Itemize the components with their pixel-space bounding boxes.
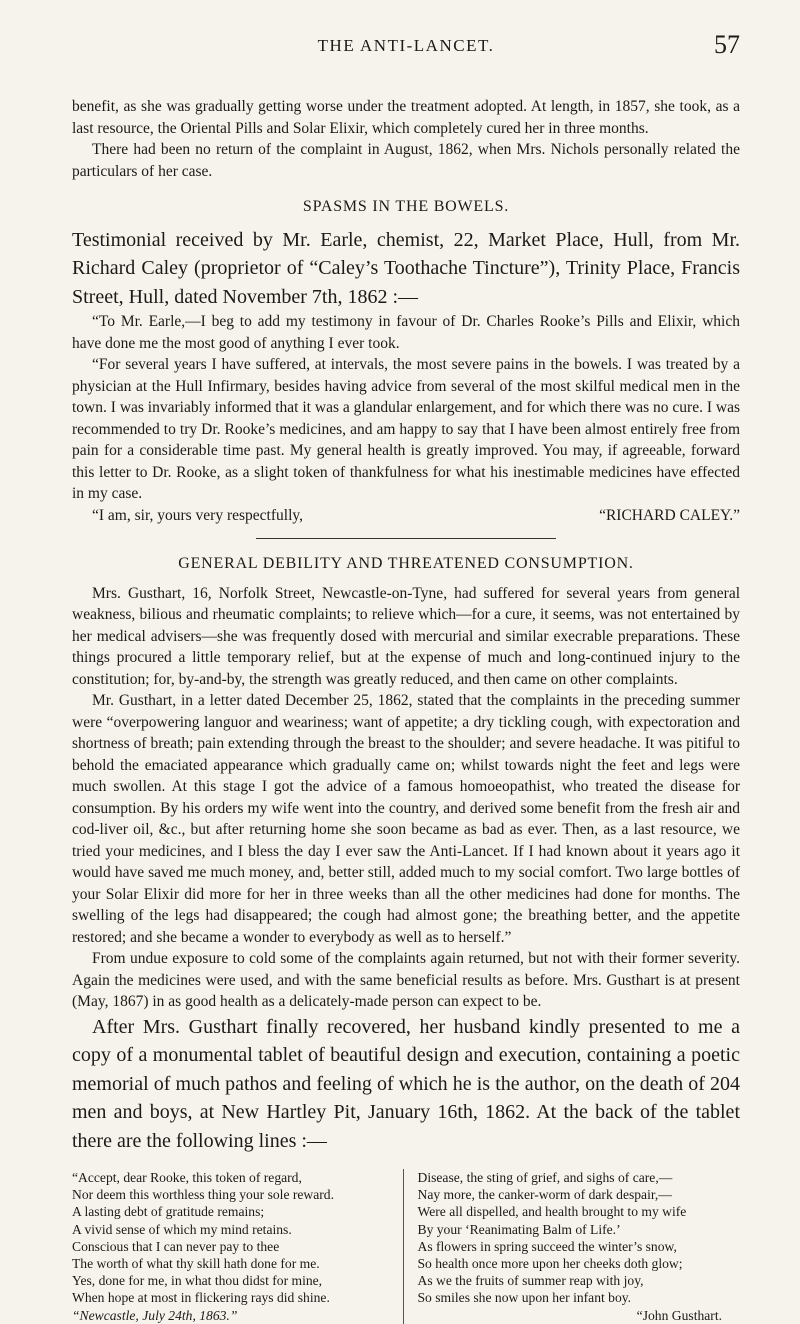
- poem-line: Nor deem this worthless thing your sole reward.: [72, 1187, 335, 1203]
- poem-line: Yes, done for me, in what thou didst for mine,: [72, 1273, 323, 1289]
- poem-left-column: [72, 1169, 404, 1324]
- paragraph: There had been no return of the complaint in August, 1862, when Mrs. Nichols personally related the particulars of her case.: [72, 141, 740, 180]
- poem-right-column: [414, 1169, 741, 1324]
- poem-line: So smiles she now upon her infant boy.: [417, 1290, 632, 1306]
- poem-line: Conscious that I can never pay to thee: [72, 1238, 280, 1254]
- paragraph: After Mrs. Gusthart finally recovered, her husband kindly presented to me a copy of a monumental tablet of beautiful design and execution, containing a poetic memorial of much pathos and feeling of which he is the author, on the death of 204 men and boys, at New Hartley Pit, January 16th, 1862. At the back of the tablet there are the following lines :—: [72, 1015, 740, 1152]
- poem-line: As we the fruits of summer reap with joy,: [417, 1273, 644, 1289]
- poem: [72, 1169, 740, 1324]
- poem-line: “Accept, dear Rooke, this token of regard,: [72, 1170, 302, 1185]
- page-body: [72, 96, 740, 1324]
- paragraph: Mr. Gusthart, in a letter dated December 25, 1862, stated that the complaints in the preceding summer were “overpowering languor and weariness; want of appetite; a dry tickling cough, with expectoration and shortness of breath; pain extending through the breast to the shoulder; and severe headache. It was pitiful to behold the emaciated appearance which gradually came on; whilst towards night the feet and legs were much swollen. At this stage I got the advice of a famous homoeopathist, who treated the disease for consumption. By his orders my wife went into the country, and derived some benefit from the fresh air and cod-liver oil, &c., but after returning home she soon became as bad as ever. Then, as a last resource, we tried your medicines, and I bless the day I ever saw the Anti-Lancet. If I had known about it years ago it would have saved me much money, and, better still, added much to my social comfort. Two large bottles of your Solar Elixir did more for her in three weeks than all the other medicines had done for months. The swelling of the legs had disappeared; the cough had almost gone; the breathing better, and the appetite restored; and she became a wonder to everybody as well as to herself.”: [72, 692, 740, 946]
- signature: “RICHARD CALEY.”: [599, 506, 740, 524]
- poem-line: The worth of what thy skill hath done for me.: [72, 1256, 320, 1272]
- section-heading: GENERAL DEBILITY AND THREATENED CONSUMPTION.: [178, 555, 634, 572]
- poem-line: By your ‘Reanimating Balm of Life.’: [417, 1221, 621, 1237]
- section-heading: SPASMS IN THE BOWELS.: [302, 198, 510, 215]
- signoff-text: “I am, sir, yours very respectfully,: [92, 506, 303, 524]
- page-header: [72, 30, 740, 66]
- poem-line: As flowers in spring succeed the winter’s snow,: [417, 1238, 677, 1254]
- letter-signoff: [72, 505, 740, 527]
- paragraph: Mrs. Gusthart, 16, Norfolk Street, Newcastle-on-Tyne, had suffered for several years from general weakness, bilious and rheumatic complaints; to relieve which—for a cure, it seems, was not entertained by her medical advisers—she was frequently dosed with mercurial and similar execrable preparations. These things procured a little temporary relief, but at the expense of much and long-continued injury to the constitution; for, by-and-by, the strength was greatly reduced, and then came on other complaints.: [72, 584, 740, 688]
- poem-line: Disease, the sting of grief, and sighs of care,—: [417, 1170, 673, 1185]
- poem-line: A vivid sense of which my mind retains.: [72, 1221, 292, 1237]
- poem-dateline: [72, 1307, 395, 1324]
- poem-line: When hope at most in flickering rays did shine.: [72, 1290, 330, 1306]
- divider: [256, 538, 556, 539]
- paragraph: “To Mr. Earle,—I beg to add my testimony in favour of Dr. Charles Rooke’s Pills and Elixir, which have done me the most good of anything I ever took.: [72, 313, 740, 352]
- running-title: THE ANTI-LANCET.: [317, 36, 495, 55]
- paragraph: From undue exposure to cold some of the complaints again returned, but not with their former severity. Again the medicines were used, and with the same beneficial results as before. Mrs. Gusthart is at present (May, 1867) in as good health as a delicately-made person can expect to be.: [72, 950, 740, 1010]
- poem-line: A lasting debt of gratitude remains;: [72, 1204, 265, 1220]
- testimonial-lead: Testimonial received by Mr. Earle, chemist, 22, Market Place, Hull, from Mr. Richard Caley (proprietor of “Caley’s Toothache Tincture”), Trinity Place, Francis Street, Hull, dated November 7th, 1862 :—: [72, 228, 740, 308]
- dateline-text: “Newcastle, July 24th, 1863.”: [72, 1307, 238, 1323]
- poem-line: Nay more, the canker-worm of dark despair,—: [417, 1187, 672, 1203]
- poem-line: So health once more upon her cheeks doth glow;: [417, 1256, 683, 1272]
- paragraph: benefit, as she was gradually getting worse under the treatment adopted. At length, in 1857, she took, as a last resource, the Oriental Pills and Solar Elixir, which completely cured her in three months.: [72, 98, 740, 137]
- poem-signature: “John Gusthart.: [636, 1307, 722, 1323]
- paragraph: “For several years I have suffered, at intervals, the most severe pains in the bowels. I was treated by a physician at the Hull Infirmary, besides having advice from several of the most skilful medical men in the town. I was invariably informed that it was a glandular enlargement, and for which there was no cure. I was recommended to try Dr. Rooke’s medicines, and am happy to say that I have been almost entirely free from pain for a considerable time past. My general health is greatly improved. You may, if agreeable, forward this letter to Dr. Rooke, as a slight token of thankfulness for what his inestimable medicines have effected in my case.: [72, 356, 740, 502]
- page-number: 57: [714, 30, 740, 59]
- poem-line: Were all dispelled, and health brought to my wife: [417, 1204, 687, 1220]
